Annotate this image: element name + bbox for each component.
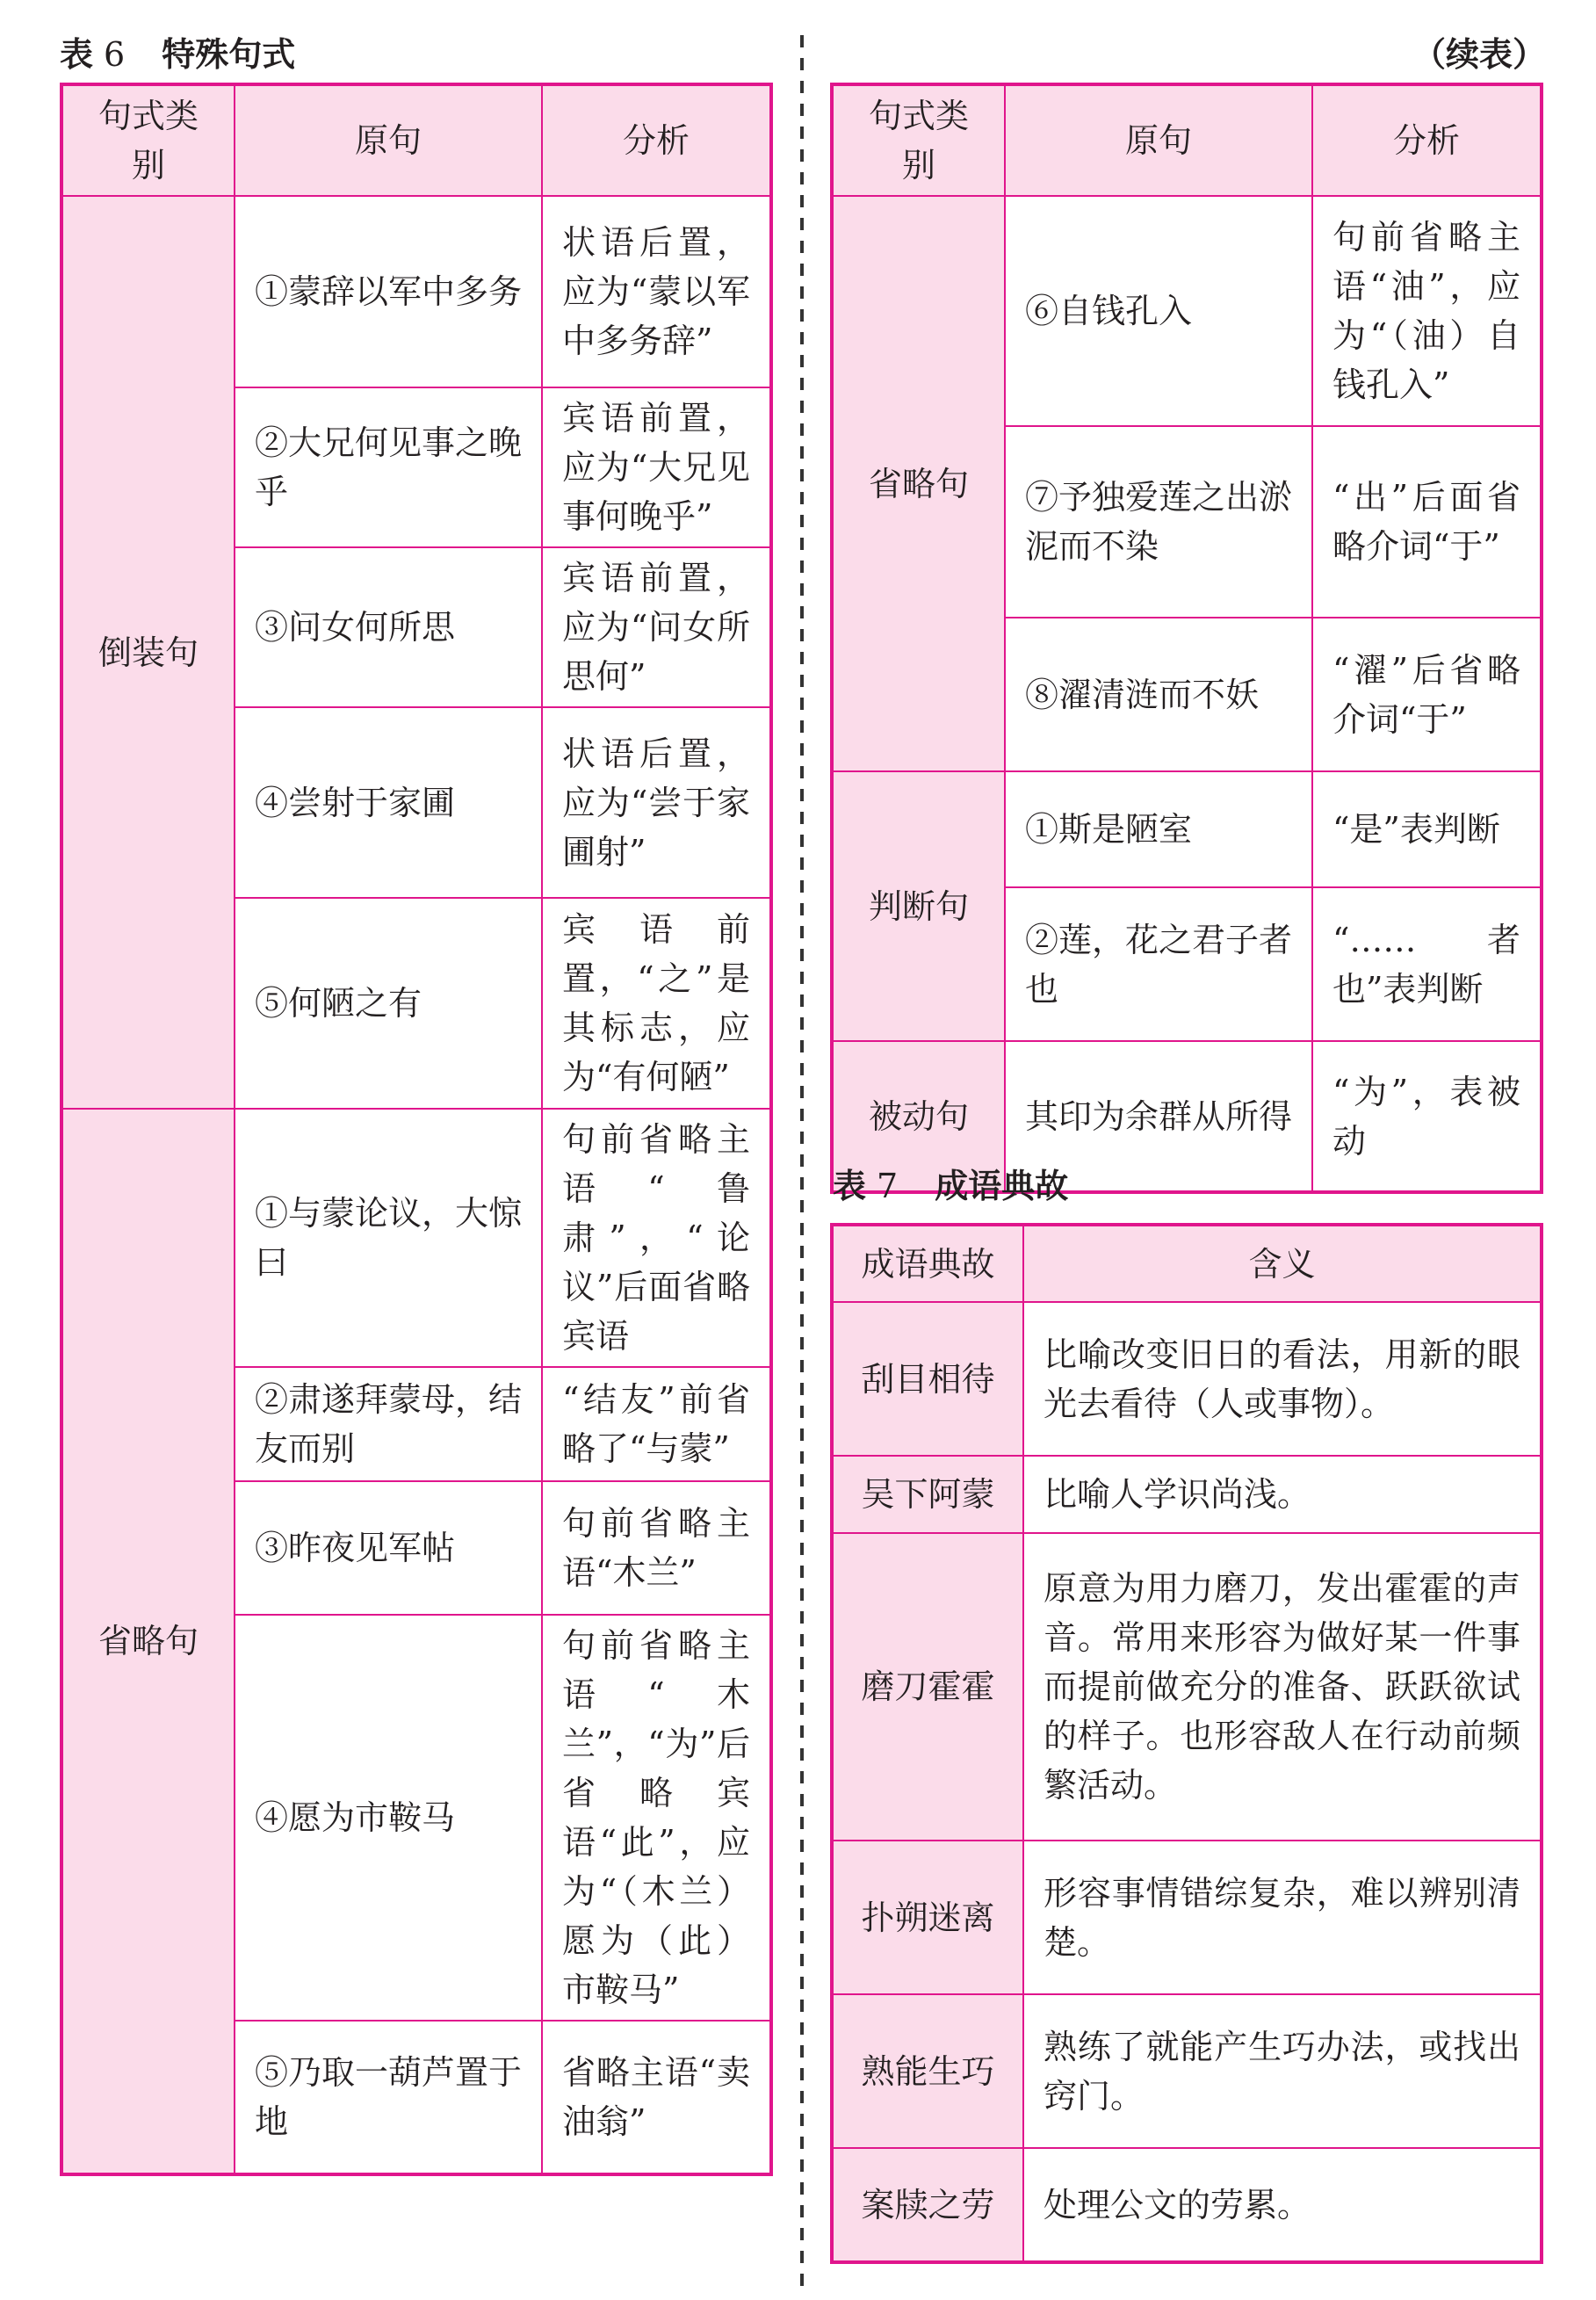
analysis-cell: “为”，表被动 <box>1312 1041 1542 1192</box>
analysis-cell: “……者也”表判断 <box>1312 887 1542 1041</box>
header-category: 句式类别 <box>61 84 235 196</box>
category-judgment: 判断句 <box>832 771 1005 1041</box>
sentence-cell: ①斯是陋室 <box>1005 771 1312 887</box>
idiom-cell: 案牍之劳 <box>832 2148 1023 2262</box>
sentence-cell: ①蒙辞以军中多务 <box>235 196 542 387</box>
table-row <box>61 196 771 387</box>
analysis-cell: 状语后置，应为“蒙以军中多务辞” <box>542 196 771 387</box>
sentence-cell: ④尝射于家圃 <box>235 707 542 898</box>
analysis-cell: 句前省略主语“油”，应为“（油）自钱孔入” <box>1312 196 1542 426</box>
continued-label: （续表） <box>1412 35 1546 74</box>
header-meaning: 含义 <box>1023 1225 1542 1302</box>
sentence-cell: ⑤乃取一葫芦置于地 <box>235 2021 542 2174</box>
sentence-cell: ②大兄何见事之晚乎 <box>235 387 542 547</box>
table7-caption <box>833 1161 1068 1211</box>
header-sentence: 原句 <box>235 84 542 196</box>
header-category: 句式类别 <box>832 84 1005 196</box>
table6-left <box>60 83 773 2176</box>
idiom-cell: 磨刀霍霍 <box>832 1533 1023 1841</box>
header-sentence: 原句 <box>1005 84 1312 196</box>
table-row <box>832 771 1542 887</box>
table6-caption-title: 特殊句式 <box>162 35 296 74</box>
sentence-cell: ④愿为市鞍马 <box>235 1615 542 2021</box>
header-idiom: 成语典故 <box>832 1225 1023 1302</box>
table-header-row <box>61 84 771 196</box>
analysis-cell: 宾语前置，应为“大兄见事何晚乎” <box>542 387 771 547</box>
idiom-cell: 扑朔迷离 <box>832 1841 1023 1994</box>
table-row <box>832 196 1542 426</box>
table-row <box>832 1841 1542 1994</box>
sentence-cell: ③问女何所思 <box>235 547 542 707</box>
table-header-row <box>832 84 1542 196</box>
table6-caption-number: 6 <box>104 35 126 74</box>
table-row <box>832 2148 1542 2262</box>
sentence-cell: ⑤何陋之有 <box>235 898 542 1109</box>
table-row <box>832 1994 1542 2148</box>
category-passive: 被动句 <box>832 1041 1005 1192</box>
table-header-row <box>832 1225 1542 1302</box>
category-omission: 省略句 <box>61 1109 235 2174</box>
meaning-cell: 比喻改变旧日的看法，用新的眼光去看待（人或事物）。 <box>1023 1302 1542 1456</box>
analysis-cell: “结友”前省略了“与蒙” <box>542 1367 771 1481</box>
table7 <box>830 1223 1543 2264</box>
header-analysis: 分析 <box>1312 84 1542 196</box>
analysis-cell: 宾语前置，应为“问女所思何” <box>542 547 771 707</box>
meaning-cell: 比喻人学识尚浅。 <box>1023 1456 1542 1533</box>
table7-caption-label: 表 <box>833 1167 867 1205</box>
analysis-cell: 句前省略主语“鲁肃”，“论议”后面省略宾语 <box>542 1109 771 1367</box>
sentence-cell: ②肃遂拜蒙母，结友而别 <box>235 1367 542 1481</box>
meaning-cell: 形容事情错综复杂，难以辨别清楚。 <box>1023 1841 1542 1994</box>
analysis-cell: 句前省略主语“木兰”，“为”后省略宾语“此”，应为“（木兰）愿为（此）市鞍马” <box>542 1615 771 2021</box>
header-analysis: 分析 <box>542 84 771 196</box>
analysis-cell: 省略主语“卖油翁” <box>542 2021 771 2174</box>
analysis-cell: 句前省略主语“木兰” <box>542 1481 771 1615</box>
sentence-cell: ②莲，花之君子者也 <box>1005 887 1312 1041</box>
analysis-cell: “是”表判断 <box>1312 771 1542 887</box>
table7-caption-title: 成语典故 <box>935 1167 1069 1205</box>
category-omission: 省略句 <box>832 196 1005 771</box>
table6-right <box>830 83 1543 1194</box>
sentence-cell: ③昨夜见军帖 <box>235 1481 542 1615</box>
sentence-cell: ⑦予独爱莲之出淤泥而不染 <box>1005 426 1312 618</box>
table-row <box>832 1302 1542 1456</box>
idiom-cell: 熟能生巧 <box>832 1994 1023 2148</box>
meaning-cell: 原意为用力磨刀，发出霍霍的声音。常用来形容为做好某一件事而提前做充分的准备、跃跃欲试的样子。也形容敌人在行动前频繁活动。 <box>1023 1533 1542 1841</box>
sentence-cell: ⑥自钱孔入 <box>1005 196 1312 426</box>
category-inversion: 倒装句 <box>61 196 235 1109</box>
analysis-cell: 宾语前置，“之”是其标志，应为“有何陋” <box>542 898 771 1109</box>
table7-caption-number: 7 <box>877 1167 899 1205</box>
sentence-cell: ⑧濯清涟而不妖 <box>1005 618 1312 771</box>
column-divider <box>800 35 804 2293</box>
idiom-cell: 刮目相待 <box>832 1302 1023 1456</box>
table6-caption <box>60 30 295 79</box>
table-row <box>832 1533 1542 1841</box>
sentence-cell: 其印为余群从所得 <box>1005 1041 1312 1192</box>
meaning-cell: 熟练了就能产生巧办法，或找出窍门。 <box>1023 1994 1542 2148</box>
table-row <box>832 1456 1542 1533</box>
meaning-cell: 处理公文的劳累。 <box>1023 2148 1542 2262</box>
analysis-cell: 状语后置，应为“尝于家圃射” <box>542 707 771 898</box>
analysis-cell: “濯”后省略介词“于” <box>1312 618 1542 771</box>
table6-caption-label: 表 <box>60 35 94 74</box>
analysis-cell: “出”后面省略介词“于” <box>1312 426 1542 618</box>
sentence-cell: ①与蒙论议，大惊曰 <box>235 1109 542 1367</box>
idiom-cell: 吴下阿蒙 <box>832 1456 1023 1533</box>
table-row <box>61 1109 771 1367</box>
